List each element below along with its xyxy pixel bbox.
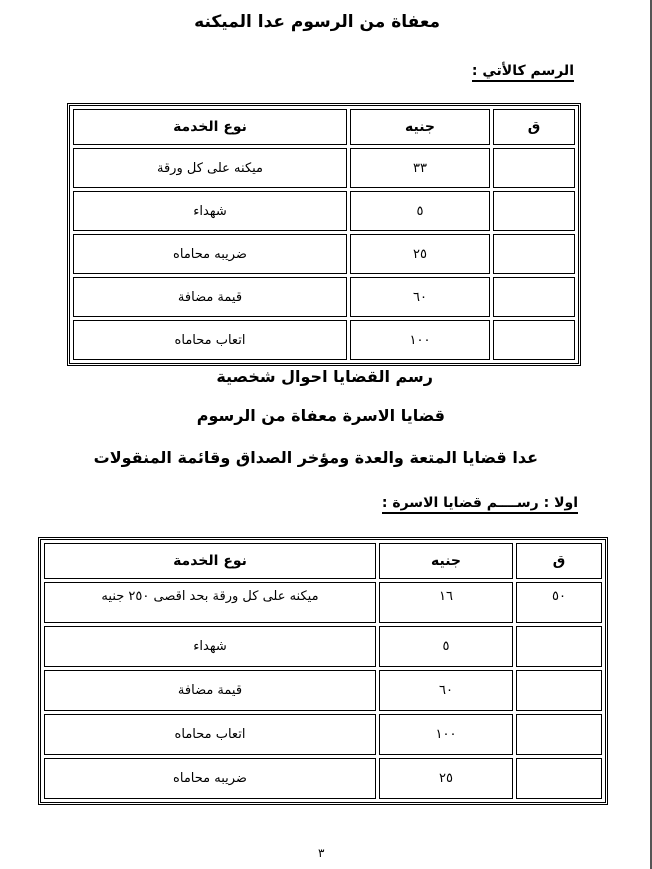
cell-q — [516, 714, 602, 755]
fees-table — [67, 103, 581, 366]
header-amount: جنيه — [379, 543, 513, 579]
cell-amount: ٥ — [350, 191, 490, 231]
cell-service: ميكنه على كل ورقة بحد اقصى ٢٥٠ جنيه — [44, 582, 376, 623]
family-fees-table — [38, 537, 608, 805]
header-amount: جنيه — [350, 109, 490, 145]
cell-q — [493, 191, 575, 231]
cell-q — [493, 320, 575, 360]
cell-amount: ١٠٠ — [379, 714, 513, 755]
table-row — [73, 277, 575, 317]
header-q: ق — [493, 109, 575, 145]
cell-service: قيمة مضافة — [73, 277, 347, 317]
cell-amount: ١٦ — [379, 582, 513, 623]
cell-service: اتعاب محاماه — [44, 714, 376, 755]
cell-amount: ٢٥ — [379, 758, 513, 799]
cell-amount: ٣٣ — [350, 148, 490, 188]
cell-amount: ١٠٠ — [350, 320, 490, 360]
cell-service: اتعاب محاماه — [73, 320, 347, 360]
cell-q — [516, 670, 602, 711]
cell-q — [493, 148, 575, 188]
header-service: نوع الخدمة — [73, 109, 347, 145]
cell-service: ضريبه محاماه — [44, 758, 376, 799]
header-service: نوع الخدمة — [44, 543, 376, 579]
table-header-row — [73, 109, 575, 145]
table-row — [44, 714, 602, 755]
fee-label: الرسم كالأتي : — [472, 63, 574, 82]
cell-service: شهداء — [73, 191, 347, 231]
cell-q — [493, 277, 575, 317]
header-q: ق — [516, 543, 602, 579]
cell-amount: ٢٥ — [350, 234, 490, 274]
cell-q: ٥٠ — [516, 582, 602, 623]
cell-q — [493, 234, 575, 274]
cell-service: شهداء — [44, 626, 376, 667]
cell-q — [516, 758, 602, 799]
family-cases-label: اولا : رســــم قضايا الاسرة : — [382, 495, 578, 514]
table-row — [73, 320, 575, 360]
page-title: معفاة من الرسوم عدا الميكنه — [194, 12, 440, 32]
exceptions-line: عدا قضايا المتعة والعدة ومؤخر الصداق وقائمة المنقولات — [93, 448, 538, 467]
cell-service: ضريبه محاماه — [73, 234, 347, 274]
cell-amount: ٦٠ — [350, 277, 490, 317]
cell-amount: ٥ — [379, 626, 513, 667]
cell-service: ميكنه على كل ورقة — [73, 148, 347, 188]
cell-q — [516, 626, 602, 667]
table-row — [44, 626, 602, 667]
table-row — [44, 582, 602, 623]
section-subtitle: قضايا الاسرة معفاة من الرسوم — [196, 406, 445, 425]
table-row — [73, 148, 575, 188]
table-row — [73, 191, 575, 231]
table-header-row — [44, 543, 602, 579]
table-row — [44, 670, 602, 711]
table-row — [44, 758, 602, 799]
table-row — [73, 234, 575, 274]
section-title: رسم القضايا احوال شخصية — [216, 367, 433, 386]
cell-service: قيمة مضافة — [44, 670, 376, 711]
page-number: ٣ — [318, 846, 325, 860]
cell-amount: ٦٠ — [379, 670, 513, 711]
